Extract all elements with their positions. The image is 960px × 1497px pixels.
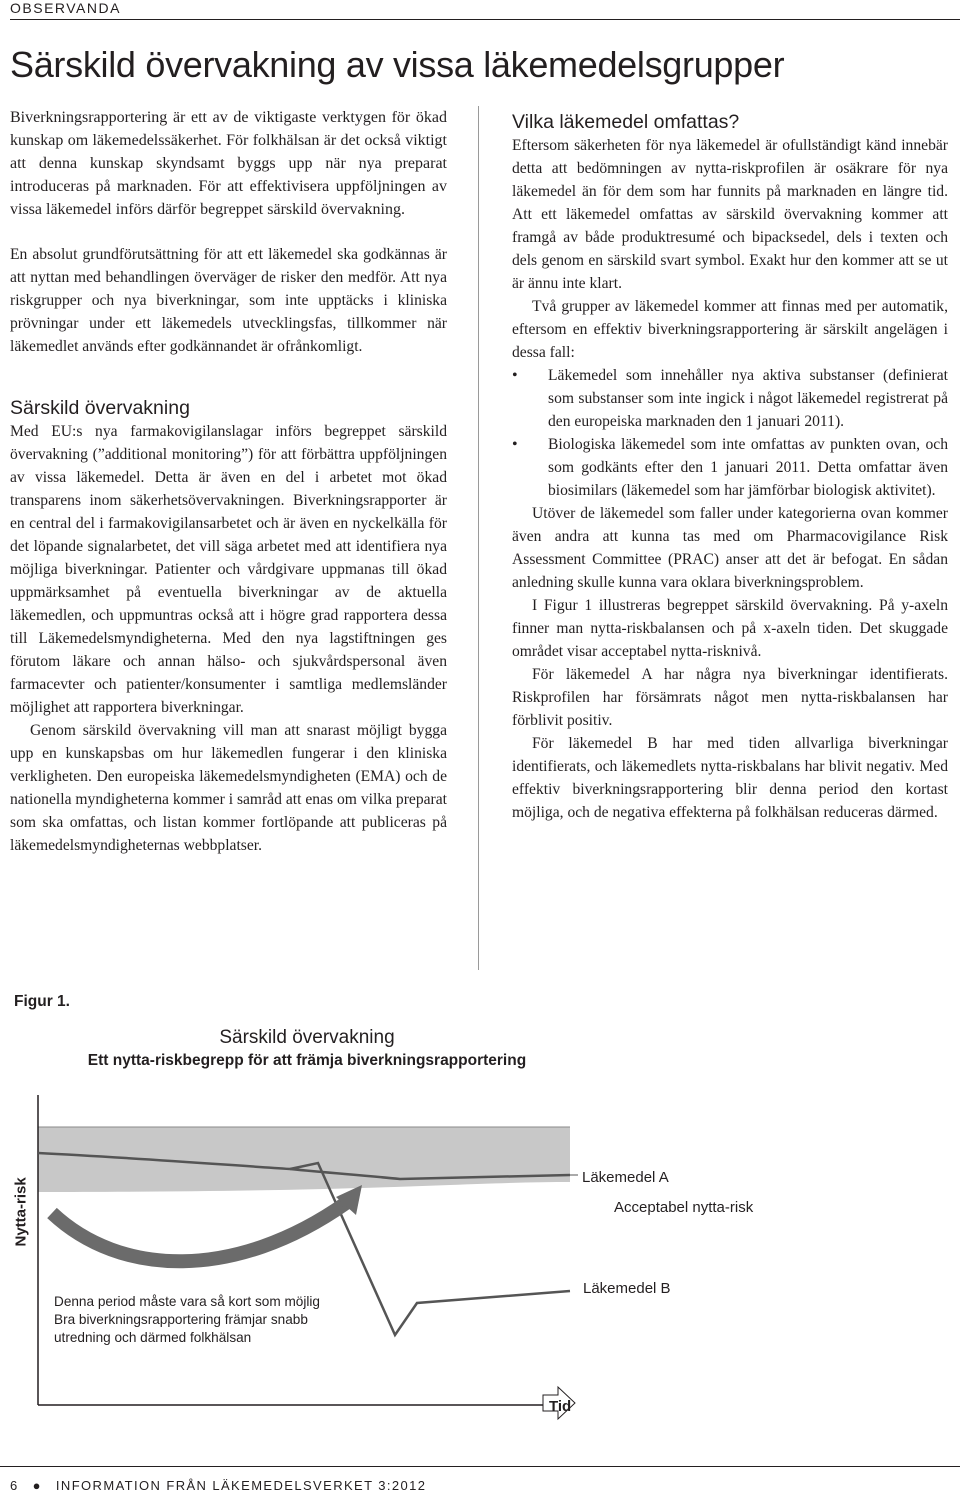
list-item: • Läkemedel som innehåller nya aktiva substanser (definierat som substanser som inte ingick i något läkemedel registrerat på den europeiska marknaden den 1 januari 2011). [512,364,948,433]
body-paragraph: I Figur 1 illustreras begreppet särskild övervakning. På y-axeln finner man nytta-riskbalansen och på x-axeln tiden. Det skuggade området visar acceptabel nytta-risknivå. [512,597,948,660]
note-line: utredning och därmed folkhälsan [54,1330,252,1345]
publication-name: INFORMATION FRÅN LÄKEMEDELSVERKET 3:2012 [55,1478,427,1493]
left-column [10,106,447,857]
bullet-list [512,364,948,502]
body-paragraph: Med EU:s nya farmakovigilanslagar införs begreppet särskild övervakning (”additional monitoring”) för att förbättra uppföljningen av vissa läkemedel. Detta är även en del i arbetet mot ökad transparens inom säkerhetsövervakningen. Biverkningsrapporter är en central del i farmakovigilansarbetet och är även en nyckelkälla för det löpande signalarbetet, det vill säga arbetet med att identifiera nya möjliga biverkningar. Patienter och vårdgivare uppmanas till ökad uppmärksamhet på eventuella biverkningar av de aktuella läkemedlen, och uppmuntras också att i högre grad rapportera dessa till Läkemedelsmyndigheterna. Med den nya lagstiftningen ges förutom läkare och annan hälso- och sjukvårdspersonal även farmacevter och patienter/konsumenter i samtliga medlemsländer möjlighet att rapportera biverkningar. [10,423,447,716]
figure-note [54,1293,354,1347]
column-divider [478,106,479,970]
body-paragraph: Genom särskild övervakning vill man att snarast möjligt bygga upp en kunskapsbas om hur läkemedlen fungerar i den kliniska verkligheten. Den europeiska läkemedelsmyndigheten (EMA) och de nationella myndigheterna kommer i samråd att enas om vilka preparat som ska omfattas, och listan kommer fortlöpande att publiceras på läkemedelsmyndigheternas webbplatser. [10,722,447,854]
body-paragraph: En absolut grundförutsättning för att ett läkemedel ska godkännas är att nyttan med behandlingen överväger de risker den medför. Att nya riskgrupper och nya biverkningar, som inte upptäcks i kliniska prövningar under ett läkemedels utvecklingsfas, tillkommer när läkemedlet används efter godkännandet är ofrånkomligt. [10,246,447,355]
period-arrow [52,1203,346,1261]
footer [10,1478,426,1494]
lead-paragraph: Biverkningsrapportering är ett av de viktigaste verktygen för ökad kunskap om läkemedelssäkerhet. För folkhälsan är det också viktigt att denna kunskap skyndsamt byggs upp när nya preparat introduceras på marknaden. För att effektivisera uppföljningen av vissa läkemedel införs därför begreppet särskild övervakning. [10,109,447,218]
series-b-label: Läkemedel B [583,1280,671,1297]
series-a-label: Läkemedel A [582,1169,669,1186]
band-label: Acceptabel nytta-risk [614,1199,754,1216]
figure [0,985,960,1445]
section-label: OBSERVANDA [10,0,960,20]
note-line: Bra biverkningsrapportering främjar snabb [54,1312,308,1327]
acceptable-band [38,1127,570,1192]
section-heading: Vilka läkemedel omfattas? [512,111,740,133]
figure-subtitle: Ett nytta-riskbegrepp för att främja biverkningsrapportering [87,1052,527,1069]
body-paragraph: Två grupper av läkemedel kommer att finnas med per automatik, eftersom en effektiv biverkningsrapportering är särskilt angelägen i dessa fall: [512,298,948,361]
figure-label: Figur 1. [14,993,70,1010]
x-axis-label: Tid [549,1398,572,1415]
right-column [512,110,948,824]
note-line: Denna period måste vara så kort som möjlig [54,1294,320,1309]
body-paragraph: Utöver de läkemedel som faller under kategorierna ovan kommer även andra att kunna tas med om Pharmacovigilance Risk Assessment Committee (PRAC) anser att det är befogat. En sådan anledning skulle kunna vara oklara biverkningsproblem. [512,505,948,591]
body-paragraph: Eftersom säkerheten för nya läkemedel är ofullständigt känd innebär detta att bedömningen av nytta-riskprofilen är osäkrare för nya läkemedel än för dem som har funnits på marknaden en längre tid. Att ett läkemedel omfattas av särskild övervakning kommer att framgå av både produktresumé och bipacksedel, dels i texten och dels genom en särskild svart symbol. Exakt hur den kommer att se ut är ännu inte klart. [512,137,948,292]
page-title: Särskild övervakning av vissa läkemedelsgrupper [10,44,785,85]
body-paragraph: För läkemedel A har några nya biverkningar identifierats. Riskprofilen har försämrats något men nytta-riskbalansen har förblivit positiv. [512,666,948,729]
section-heading: Särskild övervakning [10,397,190,419]
list-item: • Biologiska läkemedel som inte omfattas av punkten ovan, och som godkänts efter den 1 januari 2011. Detta omfattar även biosimilars (läkemedel som har jämförbar biologisk aktivitet). [512,433,948,502]
page-number: 6 [10,1478,19,1493]
body-paragraph: För läkemedel B har med tiden allvarliga biverkningar identifierats, och läkemedlets nytta-riskbalans har blivit negativ. Med effektiv biverkningsrapportering blir denna period den kortast möjliga, och de negativa effekterna på folkhälsan reduceras därmed. [512,735,948,821]
footer-rule [0,1466,960,1467]
y-axis-label: Nytta-risk [12,1177,30,1247]
figure-title: Särskild övervakning [219,1027,395,1048]
bullet-separator-icon: ● [32,1478,42,1493]
